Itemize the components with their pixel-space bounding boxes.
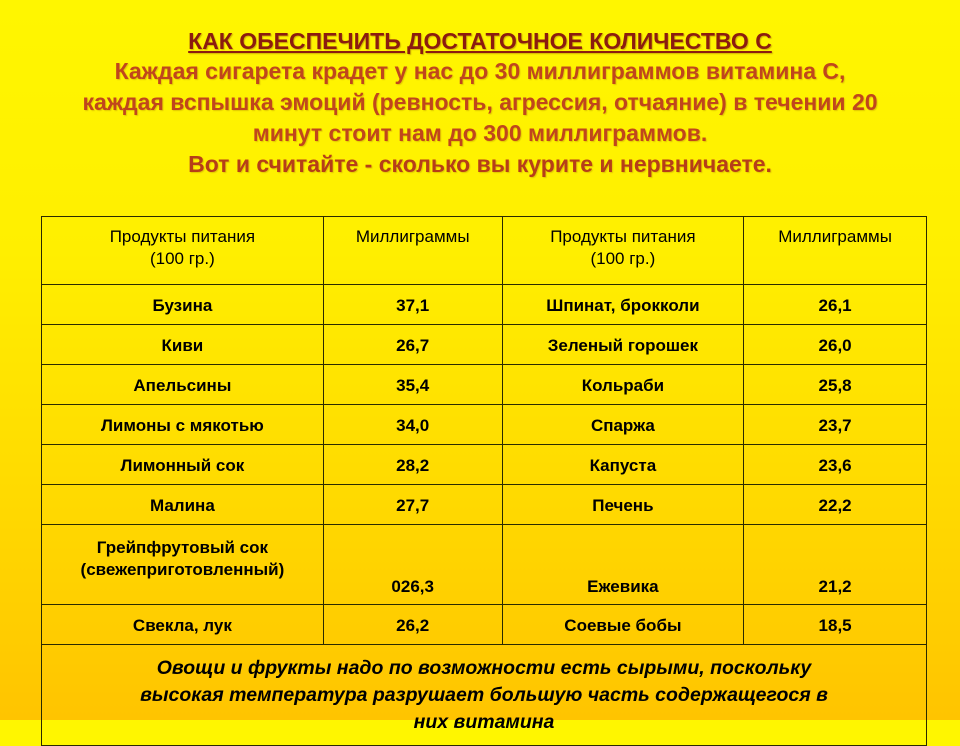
note-line: высокая температура разрушает большую часть содержащегося в (140, 683, 828, 706)
product-name-cell: Спаржа (502, 405, 744, 445)
table-row (42, 605, 927, 645)
intro-line: минут стоит нам до 300 миллиграммов. (252, 120, 708, 146)
milligrams-cell: 22,2 (744, 485, 927, 525)
table-note (42, 645, 927, 746)
milligrams-cell: 28,2 (323, 445, 502, 485)
table-row (42, 405, 927, 445)
product-name-cell: Малина (42, 485, 324, 525)
product-name-cell: Ежевика (502, 525, 744, 605)
intro-text (10, 56, 950, 180)
product-name-cell: Свекла, лук (42, 605, 324, 645)
milligrams-cell: 34,0 (323, 405, 502, 445)
product-name-cell: Грейпфрутовый сок (свежеприготовленный) (42, 525, 324, 605)
milligrams-cell: 23,7 (744, 405, 927, 445)
table-row (42, 365, 927, 405)
intro-line: Каждая сигарета крадет у нас до 30 миллиграммов витамина С, (114, 58, 846, 84)
intro-line: Вот и считайте - сколько вы курите и нервничаете. (188, 151, 772, 177)
vitamin-c-table (41, 216, 927, 746)
product-name-cell: Кольраби (502, 365, 744, 405)
product-name-cell: Капуста (502, 445, 744, 485)
product-name-cell: Апельсины (42, 365, 324, 405)
milligrams-cell: 25,8 (744, 365, 927, 405)
product-name-cell: Зеленый горошек (502, 325, 744, 365)
intro-line: каждая вспышка эмоций (ревность, агрессия, отчаяние) в течении 20 (82, 89, 878, 115)
milligrams-cell: 026,3 (323, 525, 502, 605)
header-cell-mg: Миллиграммы (323, 217, 502, 285)
product-name-cell: Печень (502, 485, 744, 525)
product-name-cell: Лимонный сок (42, 445, 324, 485)
header-cell-mg: Миллиграммы (744, 217, 927, 285)
product-name-cell: Бузина (42, 285, 324, 325)
product-name-cell: Лимоны с мякотью (42, 405, 324, 445)
milligrams-cell: 27,7 (323, 485, 502, 525)
milligrams-cell: 18,5 (744, 605, 927, 645)
milligrams-cell: 37,1 (323, 285, 502, 325)
milligrams-cell: 26,7 (323, 325, 502, 365)
header-cell-product: Продукты питания (100 гр.) (42, 217, 324, 285)
table-row (42, 485, 927, 525)
note-line: них витамина (413, 710, 555, 733)
note-line: Овощи и фрукты надо по возможности есть сырыми, поскольку (156, 656, 812, 679)
milligrams-cell: 26,0 (744, 325, 927, 365)
milligrams-cell: 26,1 (744, 285, 927, 325)
product-name-cell: Соевые бобы (502, 605, 744, 645)
product-name-cell: Шпинат, брокколи (502, 285, 744, 325)
table-row (42, 325, 927, 365)
milligrams-cell: 21,2 (744, 525, 927, 605)
page-heading: КАК ОБЕСПЕЧИТЬ ДОСТАТОЧНОЕ КОЛИЧЕСТВО С (188, 28, 772, 54)
milligrams-cell: 26,2 (323, 605, 502, 645)
milligrams-cell: 35,4 (323, 365, 502, 405)
table-row (42, 445, 927, 485)
table-row (42, 525, 927, 605)
table-row (42, 285, 927, 325)
product-name-cell: Киви (42, 325, 324, 365)
milligrams-cell: 23,6 (744, 445, 927, 485)
table-header-row (42, 217, 927, 285)
header-cell-product: Продукты питания (100 гр.) (502, 217, 744, 285)
table-note-row (42, 645, 927, 746)
